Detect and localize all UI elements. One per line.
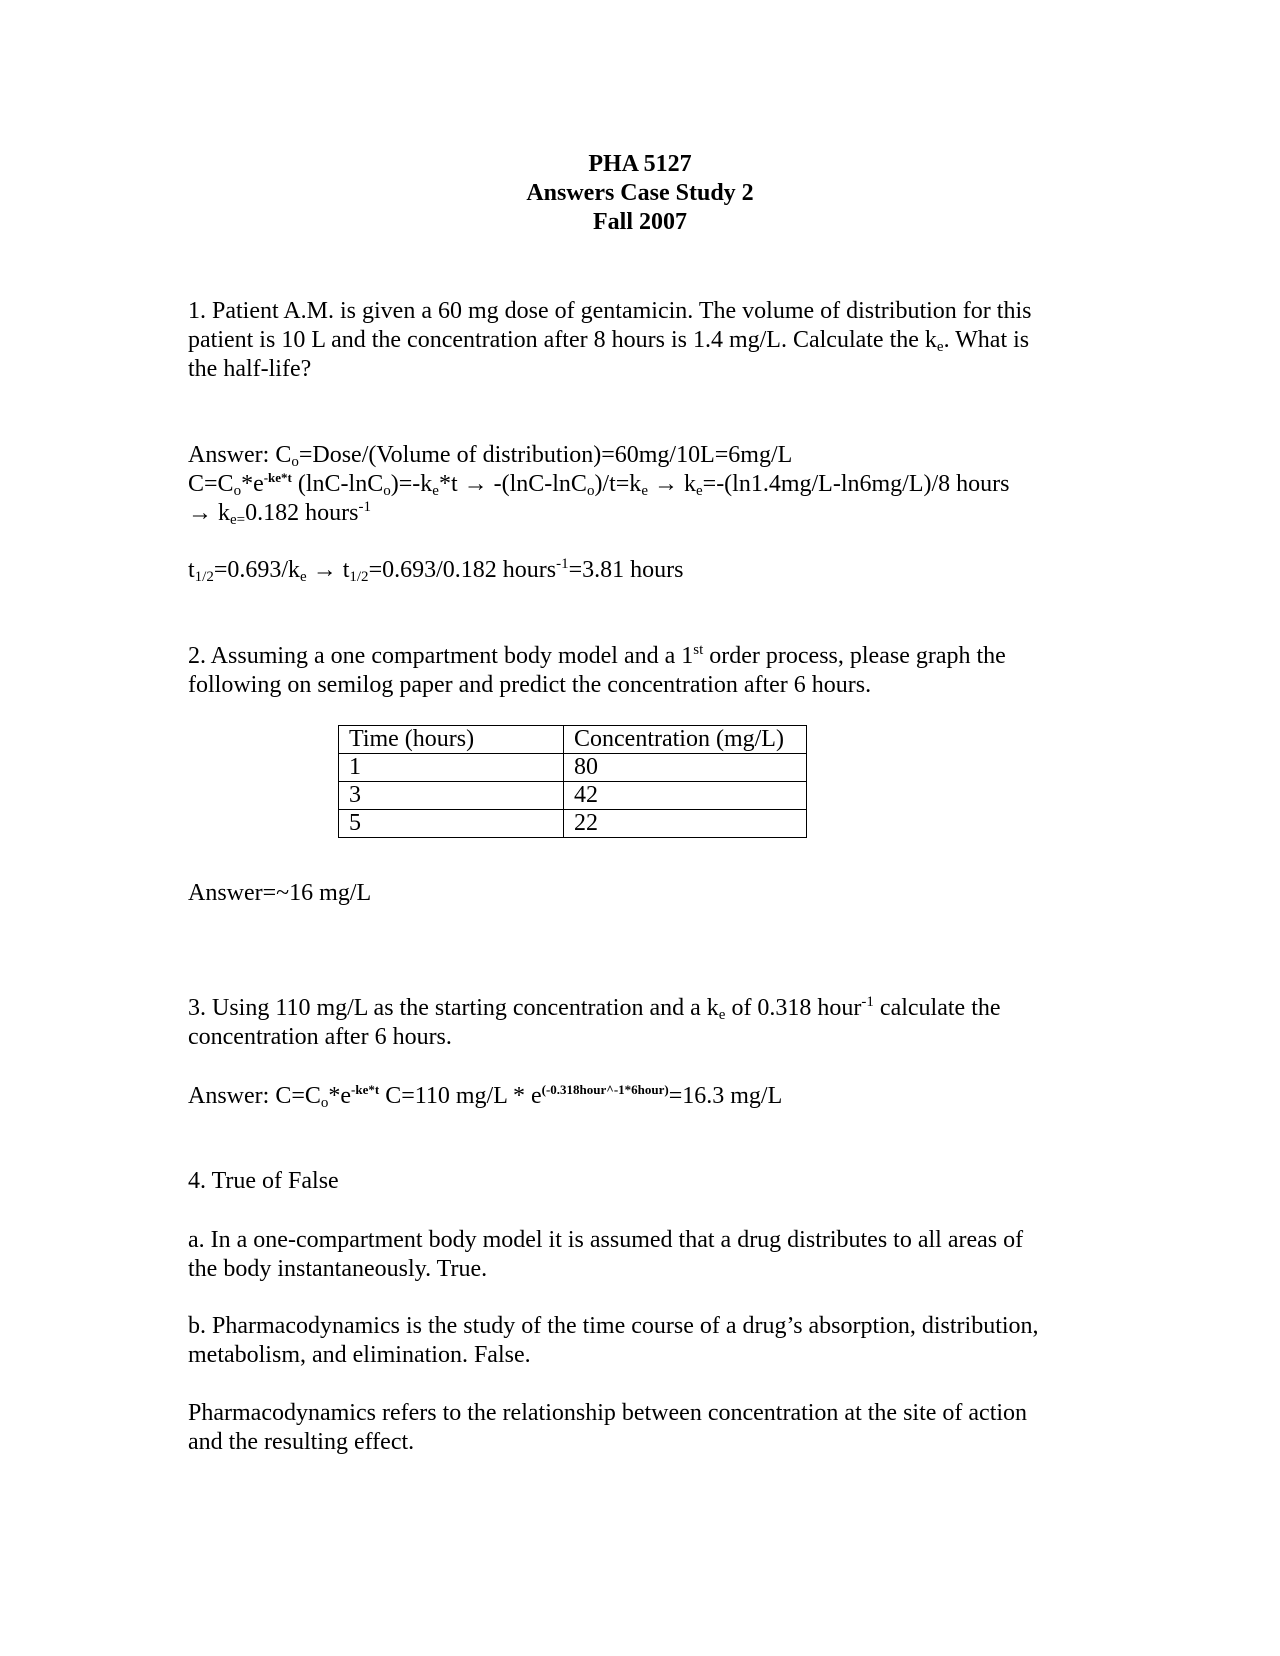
time-concentration-table	[338, 725, 807, 838]
text: calculate the	[873, 995, 1001, 1021]
question-4-title: 4. True of False	[188, 1168, 339, 1194]
text: of 0.318 hour	[725, 995, 862, 1021]
q1-half-life	[188, 556, 1088, 585]
q1-answer-line-2	[188, 470, 1088, 499]
subscript: e	[718, 1007, 726, 1023]
subscript: e	[641, 483, 648, 499]
subscript: e	[432, 483, 439, 499]
q4-part-a	[188, 1226, 1088, 1284]
cell-concentration: 22	[564, 810, 807, 838]
text: =0.693/k	[213, 557, 301, 583]
text: =3.81 hours	[568, 557, 684, 583]
superscript: -1	[358, 499, 371, 515]
text: → t	[306, 557, 350, 583]
question-2	[188, 642, 1088, 700]
text: *e	[241, 471, 264, 497]
subscript: e	[695, 483, 703, 499]
text: *e	[328, 1083, 352, 1109]
note-line-1: Pharmacodynamics refers to the relationship between concentration at the site of action	[188, 1400, 1028, 1426]
text: Answer: C	[188, 442, 292, 468]
cell-time: 1	[339, 754, 564, 782]
text: C=110 mg/L * e	[379, 1083, 542, 1109]
subscript: o	[233, 483, 242, 499]
q1-answer	[188, 441, 1088, 528]
superscript: (-0.318hour^-1*6hour)	[541, 1082, 669, 1097]
header-time: Time (hours)	[339, 726, 564, 754]
text: =0.693/0.182 hours	[368, 557, 557, 583]
q2-line-1	[188, 642, 1088, 671]
subscript: o	[383, 483, 391, 499]
q4-note	[188, 1399, 1088, 1457]
cell-time: 3	[339, 782, 564, 810]
table-row	[339, 782, 807, 810]
superscript: -ke*t	[351, 1082, 380, 1097]
superscript: -ke*t	[263, 470, 292, 485]
text: → k	[188, 500, 230, 526]
text: )/t=k	[594, 471, 642, 497]
q1-line-3: the half-life?	[188, 356, 312, 382]
q1-answer-line-1	[188, 441, 1088, 470]
text: 3. Using 110 mg/L as the starting concentration and a k	[188, 995, 719, 1021]
text: C=C	[188, 471, 234, 497]
q1-line-2	[188, 326, 1088, 355]
header-concentration: Concentration (mg/L)	[564, 726, 807, 754]
subscript: e=	[230, 512, 246, 528]
table-header-row	[339, 726, 807, 754]
q4b-line-2: metabolism, and elimination. False.	[188, 1342, 531, 1368]
text: . What is	[943, 327, 1030, 353]
text: (lnC-lnC	[291, 471, 384, 497]
q3-answer	[188, 1082, 1088, 1111]
text: =16.3 mg/L	[668, 1083, 783, 1109]
q3-line-1	[188, 994, 1088, 1023]
text: *t → -(lnC-lnC	[438, 471, 587, 497]
term: Fall 2007	[593, 209, 687, 235]
q4-part-b	[188, 1312, 1088, 1370]
text: )=-k	[390, 471, 433, 497]
text: =-(ln1.4mg/L-ln6mg/L)/8 hours	[702, 471, 1010, 497]
superscript: -1	[556, 556, 569, 572]
q1-line-1: 1. Patient A.M. is given a 60 mg dose of gentamicin. The volume of distribution for this	[188, 298, 1032, 324]
q4a-line-1: a. In a one-compartment body model it is assumed that a drug distributes to all areas of	[188, 1227, 1024, 1253]
text: 0.182 hours	[245, 500, 359, 526]
superscript: st	[693, 642, 704, 658]
subscript: e	[936, 339, 944, 355]
text: =Dose/(Volume of distribution)=60mg/10L=6mg/L	[298, 442, 793, 468]
q4a-line-2: the body instantaneously. True.	[188, 1256, 488, 1282]
text: 2. Assuming a one compartment body model and a 1	[188, 643, 694, 669]
q1-answer-line-3	[188, 499, 1088, 528]
q3-line-2: concentration after 6 hours.	[188, 1024, 452, 1050]
q2-answer: Answer=~16 mg/L	[188, 880, 372, 906]
half-life-line	[188, 556, 1088, 585]
document-title: Answers Case Study 2	[526, 180, 754, 206]
table-row	[339, 810, 807, 838]
question-3	[188, 994, 1088, 1052]
table-row	[339, 754, 807, 782]
text: Answer: C=C	[188, 1083, 321, 1109]
course-code: PHA 5127	[588, 151, 692, 177]
cell-concentration: 80	[564, 754, 807, 782]
superscript: -1	[861, 994, 874, 1010]
q4b-line-1: b. Pharmacodynamics is the study of the time course of a drug’s absorption, distribution,	[188, 1313, 1039, 1339]
subscript: o	[291, 454, 299, 470]
cell-time: 5	[339, 810, 564, 838]
subscript: 1/2	[194, 569, 214, 585]
text: order process, please graph the	[703, 643, 1006, 669]
subscript: 1/2	[349, 569, 369, 585]
text: → k	[647, 471, 696, 497]
text: patient is 10 L and the concentration after 8 hours is 1.4 mg/L. Calculate the k	[188, 327, 937, 353]
subscript: o	[320, 1095, 329, 1111]
q2-line-2: following on semilog paper and predict the concentration after 6 hours.	[188, 672, 872, 698]
subscript: e	[300, 569, 307, 585]
subscript: o	[586, 483, 595, 499]
cell-concentration: 42	[564, 782, 807, 810]
question-1	[188, 297, 1088, 384]
note-line-2: and the resulting effect.	[188, 1429, 415, 1455]
text: t	[188, 557, 195, 583]
